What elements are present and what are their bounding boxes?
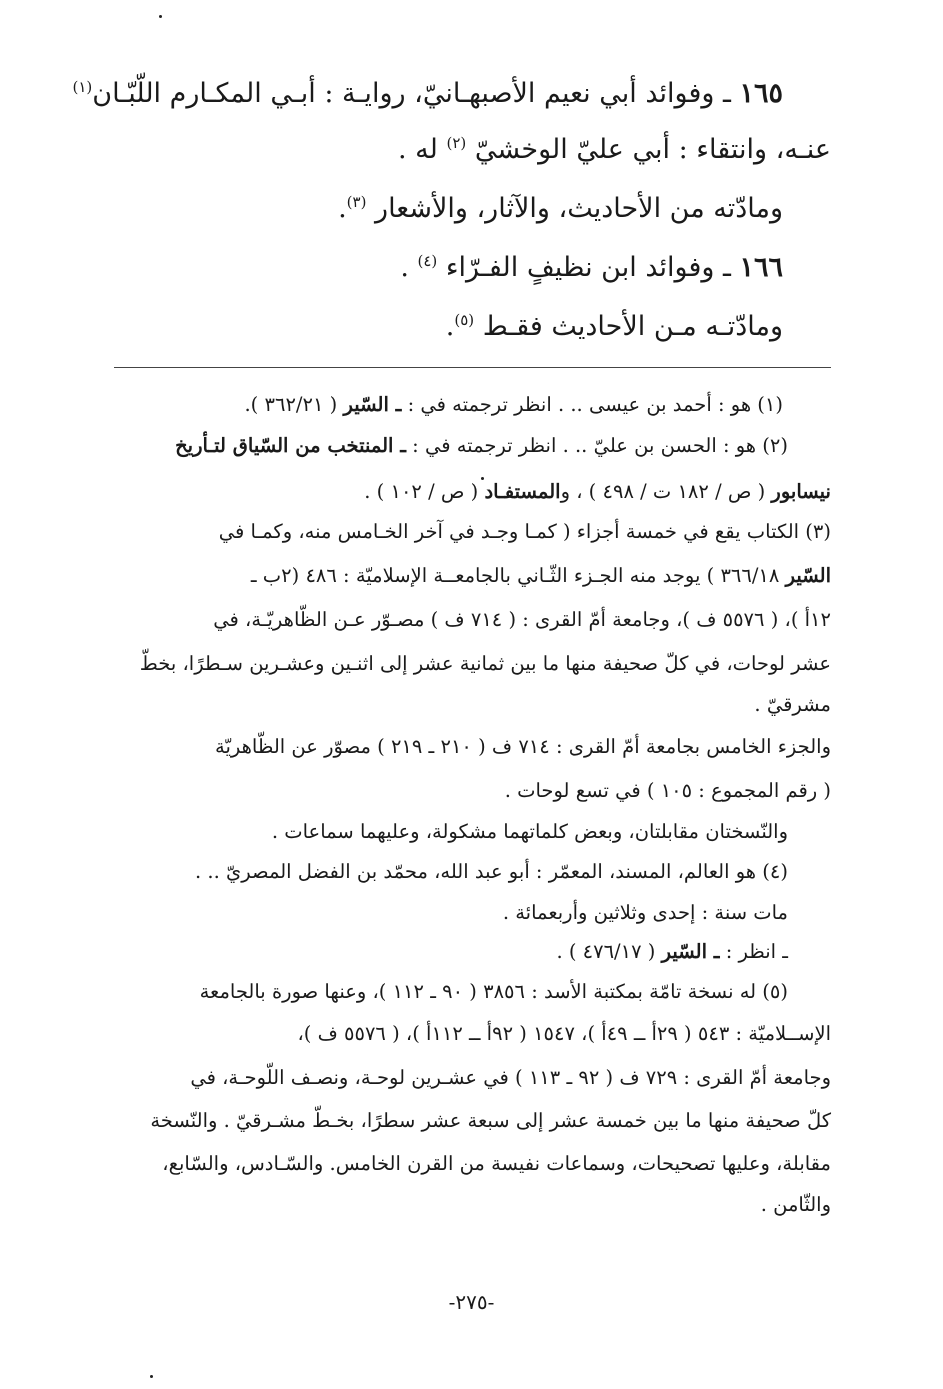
footnote-4-line-2: مات سنة : إحدى وثلاثين وأربعمائة . [502, 901, 788, 924]
entry-text: ـ وفوائد أبي نعيم الأصبهـانيّ، روايـة : أبـي المكـارم اللّبّـان [92, 78, 740, 109]
footnote-3-line-1: (٣) الكتاب يقع في خمسة أجزاء ( كمـا وجـد في آخر الخـامس منه، وكمـا في [218, 520, 831, 543]
footnote-text: ٣٦٦/١٨ ) يوجد منه الجـزء الثّـاني بالجامعــة الإسلاميّة : ٤٨٦ (٢ب ـ [250, 564, 786, 587]
footnote-5-line-5: مقابلة، وعليها تصحيحات، وسماعات نفيسة من القرن الخامس. والسّـادس، والسّابع، [162, 1152, 831, 1175]
entry-text: . [338, 193, 347, 224]
entry-text: ـ وفوائد ابن نظيفٍ الفـرّاء [437, 252, 740, 283]
footnote-3-line-8: والنّسختان مقابلتان، وبعض كلماتهما مشكولة، وعليهما سماعات . [271, 820, 788, 843]
footnote-book-title: المستفـاد [484, 480, 561, 503]
entry-number: ١٦٥ [739, 78, 783, 109]
entry-text: . [445, 311, 455, 342]
footnote-ref: (٢) [446, 134, 467, 152]
footnote-text: (١) هو : أحمد بن عيسى .. . انظر ترجمته في : [401, 393, 783, 416]
footnote-3-line-5: مشرقيّ . [754, 693, 831, 716]
footnote-5-line-3: وجامعة أمّ القرى : ٧٢٩ ف ( ٩٢ ـ ١١٣ ) في عشـرين لوحـة، ونصـف اللّوحـة، في [190, 1066, 831, 1089]
scan-speck [159, 15, 162, 18]
footnote-ref: (١) [72, 78, 93, 96]
footnote-5-line-6: والثّامن . [760, 1193, 831, 1216]
footnote-text: ( ٤٧٦/١٧ ) . [556, 940, 662, 963]
footnote-book-title: السّير [785, 564, 831, 587]
footnote-5-line-1: (٥) له نسخة تامّة بمكتبة الأسد : ٣٨٥٦ ( ٩٠ ـ ١١٢ )، وعنها صورة بالجامعة [199, 980, 788, 1003]
footnote-text: ـ انظر : [719, 940, 788, 963]
footnote-ref: (٤) [417, 252, 438, 270]
entry-text: عنـه، وانتقاء : أبي عليّ الوخشيّ [466, 134, 831, 165]
entry-text: ومادّته من الأحاديث، والآثار، والأشعار [366, 193, 783, 224]
footnote-4-line-1: (٤) هو العالم، المسند، المعمّر : أبو عبد الله، محمّد بن الفضل المصريّ .. . [195, 860, 788, 883]
footnote-text: ( ص / ١٠٢ ) . [364, 480, 485, 503]
footnote-ref: (٣) [346, 193, 367, 211]
entry-text: . [400, 252, 418, 283]
footnote-text: (٢) هو : الحسن بن عليّ .. . انظر ترجمته في : [405, 434, 788, 457]
footnote-5-line-4: كلّ صحيفة منها ما بين خمسة عشر إلى سبعة عشر سطرًا، بخـطّ مشـرقيّ . والنّسخة [150, 1109, 831, 1132]
footnote-book-title: ـ المنتخب من السّياق لتـأريخ [175, 434, 406, 457]
footnote-3-line-3: ١٢أ )، ( ٥٥٧٦ ف )، وجامعة أمّ القرى : ( ٧١٤ ف ) مصـوّر عـن الظّاهريّـة، في [213, 608, 831, 631]
footnote-text: ( ص / ١٨٢ ت / ٤٩٨ ) ، و [560, 480, 772, 503]
page-number: -٢٧٥- [448, 1290, 495, 1314]
footnote-book-title: ـ السّير [343, 393, 402, 416]
footnote-book-title: ـ السّير [661, 940, 720, 963]
entry-number: ١٦٦ [739, 252, 783, 283]
entry-165-line-3 [0, 185, 783, 233]
footnote-4-line-3 [0, 932, 788, 972]
scan-speck [481, 477, 484, 480]
footnote-2-line-1 [0, 426, 788, 466]
entry-text: ومادّتـه مـن الأحاديث فقـط [474, 311, 783, 342]
footnote-ref: (٥) [454, 311, 475, 329]
entry-text: له . [398, 134, 447, 165]
footnote-3-line-2 [0, 556, 831, 596]
entry-165-line-1 [0, 70, 783, 118]
entry-165-line-2 [0, 126, 831, 174]
scan-speck [150, 1375, 153, 1378]
footnote-2-line-2 [0, 472, 831, 512]
footnote-text: ( ٣٦٢/٢١ ). [244, 393, 344, 416]
footnote-3-line-6: والجزء الخامس بجامعة أمّ القرى : ٧١٤ ف ( ٢١٠ ـ ٢١٩ ) مصوّر عن الظّاهريّة [214, 735, 831, 758]
footnote-3-line-4: عشر لوحات، في كلّ صحيفة منها ما بين ثمانية عشر إلى اثنـين وعشـرين سـطرًا، بخطّ [139, 652, 831, 675]
footnote-1 [0, 385, 783, 425]
entry-166-line-2 [0, 303, 783, 351]
footnote-book-title: نيسابور [771, 480, 831, 503]
footnote-5-line-2: الإســلاميّة : ٥٤٣ ( ٢٩أ ــ ٤٩أ )، ١٥٤٧ ( ٩٢أ ــ ١١٢أ )، ( ٥٥٧٦ ف )، [297, 1022, 831, 1045]
footnote-3-line-7: ( رقم المجموع : ١٠٥ ) في تسع لوحات . [504, 779, 831, 802]
footnote-separator [114, 367, 831, 368]
entry-166-line-1 [0, 244, 783, 292]
